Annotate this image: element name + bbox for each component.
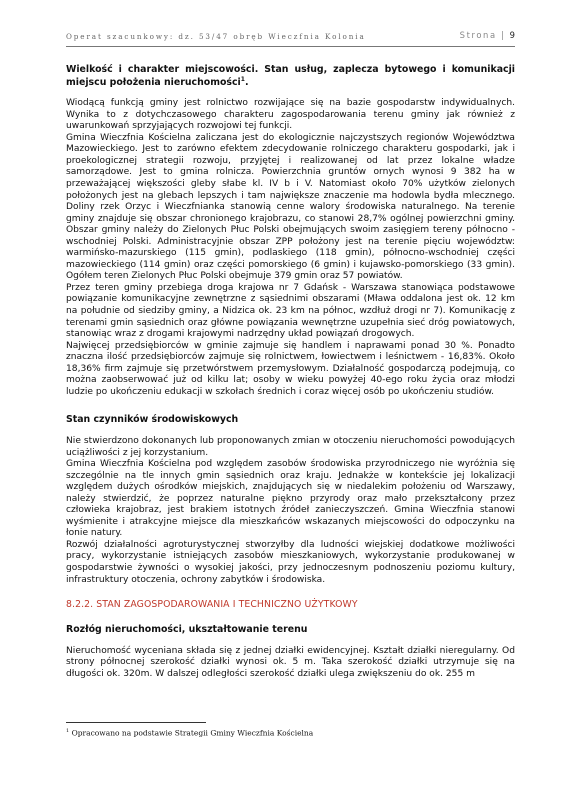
page-indicator [460,30,515,40]
heading-locality: Wielkość i charakter miejscowości. Stan usług, zaplecza bytowego i komunikacji miejscu położenia nieruchomości$^1$. [66,64,515,88]
heading-plot-layout: Rozłóg nieruchomości, ukształtowanie terenu [66,624,308,636]
document-body [66,64,515,680]
footnote-ref: 1 [240,75,245,83]
footnote [66,728,313,738]
paragraph-business: Najwięcej przedsiębiorców w gminie zajmuje się handlem i naprawami ponad 30 %. Ponadto znaczna ilość przedsiębiorców zajmuje się rolnictwem, łowiectwem i leśnictwem - 16,83%. Około 18,36% firm zajmuje się przetwórstwem przemysłowym. Działalność gospodarczą podejmują, co można zaobserwować już od kilku lat; osoby w wieku powyżej 40-ego roku życia oraz młodzi ludzie po ukończeniu edukacji w szkołach średnich i coraz więcej osób po ukończeniu studiów. [66,340,515,397]
heading-environment: Stan czynników środowiskowych [66,414,239,426]
paragraph-agrotourism: Rozwój działalności agroturystycznej stworzyłby dla ludności wiejskiej dodatkowe możliwości pracy, wykorzystanie istniejących zasobów mieszkaniowych, wykorzystanie produkowanej w gospodarstwie żywności o wysokiej jakości, przy jednoczesnym podnoszeniu poziomu kultury, infrastruktury otoczenia, ochrony zabytków i środowiska. [66,539,515,585]
paragraph-plot-shape: Nieruchomość wyceniana składa się z jednej działki ewidencyjnej. Kształt działki nieregularny. Od strony północnej szerokość działki wynosi ok. 5 m. Taka szerokość działki utrzymuje się na długości ok. 320m. W dalszej odległości szerokość działki ulega zwiększeniu do ok. 255 m [66,645,515,679]
paragraph-main-function: Wiodącą funkcją gminy jest rolnictwo rozwijające się na bazie gospodarstw indywidualnych. Wynika to z dotychczasowego charakteru zagospodarowania terenu gminy jak również z uwarunkowań sprzyjających rozwojowi tej funkcji. [66,98,515,132]
section-title: 8.2.2. STAN ZAGOSPODAROWANIA I TECHNICZNO UŻYTKOWY [66,599,358,611]
document-title: Operat szacunkowy: dz. 53/47 obręb Wieczfnia Kolonia [66,32,366,41]
page-header [66,30,515,47]
paragraph-transport: Przez teren gminy przebiega droga krajowa nr 7 Gdańsk - Warszawa stanowiąca podstawowe powiązanie komunikacyjne zewnętrzne z sąsiednimi obszarami (Mława oddalona jest ok. 12 km na południe od siedziby gminy, a Nidzica ok. 23 km na północ, wzdłuż drogi nr 7). Komunikację z terenami gmin sąsiednich oraz główne powiązania wewnętrzne uzupełnia sieć dróg powiatowych, stanowiąc wraz z drogami krajowymi nadrzędny układ powiązań drogowych. [66,282,515,340]
paragraph-ecology: Gmina Wieczfnia Kościelna zaliczana jest do ekologicznie najczystszych regionów Województwa Mazowieckiego. Jest to zarówno efektem zdecydowanie rolniczego charakteru gospodarki, jak i proekologicznej strategii rozwoju, przyjętej i realizowanej od lat przez lokalne władze samorządowe. Jest to gmina rolnicza. Powierzchnia gruntów ornych wynosi 9 382 ha w przeważającej większości gleby słabe kl. IV b i V. Natomiast około 70% użytków zielonych położonych jest na glebach lepszych i tam największe znaczenie ma hodowla bydła mlecznego. Doliny rzek Orzyc i Wieczfnianka stanowią cenne walory środowiska naturalnego. Na terenie gminy znajduje się obszar chronionego krajobrazu, co stanowi 28,7% ogólnej powierzchni gminy. Obszar gminy należy do Zielonych Płuc Polski obejmujących swoim zasięgiem tereny północno - wschodniej Polski. Administracyjnie obszar ZPP położony jest na terenie pięciu województw: warmińsko-mazurskiego (115 gmin), podlaskiego (118 gmin), północno-wschodniej części mazowieckiego (114 gmin) oraz części pomorskiego (6 gmin) i kujawsko-pomorskiego (33 gmin). Ogółem teren Zielonych Płuc Polski obejmuje 379 gmin oraz 57 powiatów. [66,132,515,282]
footnote-number: 1 [66,728,70,734]
page-number: 9 [509,30,515,40]
paragraph-nature: Gmina Wieczfnia Kościelna pod względem zasobów środowiska przyrodniczego nie wyróżnia się szczególnie na tle innych gmin sąsiednich oraz kraju. Jednakże w kontekście jej lokalizacji względem dużych ośrodków miejskich, znajdujących się w niedalekim położeniu od Warszawy, należy stwierdzić, że poprzez naturalne piękno przyrody oraz mało przekształcony przez człowieka krajobraz, jest brakiem istotnych źródeł zanieczyszczeń. Gmina Wieczfnia stanowi wyśmienite i atrakcyjne miejsce dla mieszkańców wskazanych miejscowości do odpoczynku na łonie natury. [66,459,515,539]
footnote-text: Opracowano na podstawie Strategii Gminy Wieczfnia Kościelna [71,728,314,738]
paragraph-no-changes: Nie stwierdzono dokonanych lub proponowanych zmian w otoczeniu nieruchomości powodujących uciążliwości z jej korzystanium. [66,436,515,458]
heading-locality-text: Wielkość i charakter miejscowości. Stan usług, zaplecza bytowego i komunikacji miejscu położenia nieruchomości [66,64,515,88]
page-label: Strona | [459,30,506,40]
footnote-separator [66,722,206,723]
